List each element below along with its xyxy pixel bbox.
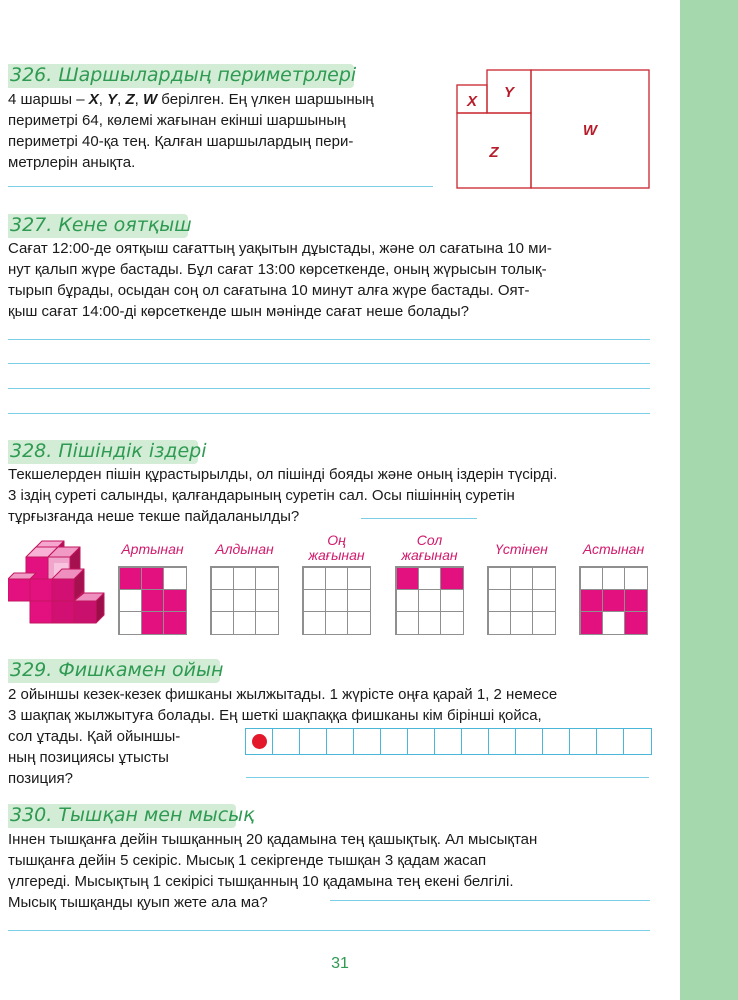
view-grid — [210, 566, 279, 635]
grid-cell-empty — [396, 611, 419, 634]
track-cell — [354, 729, 381, 754]
square-y-label: Y — [503, 84, 515, 101]
problem-330-answer-line-1 — [330, 900, 650, 901]
grid-cell-empty — [347, 611, 370, 634]
grid-cell-filled — [163, 589, 186, 612]
track-cell — [624, 729, 651, 754]
grid-cell-empty — [510, 611, 533, 634]
track-cell — [516, 729, 543, 754]
grid-cell-filled — [580, 611, 603, 634]
problem-330-line: Іннен тышқанға дейін тышқанның 20 қадамына тең қашықтық. Ал мысықтан — [8, 831, 538, 848]
problem-326-answer-line — [8, 186, 433, 187]
view-label: Оң жағынан — [308, 532, 365, 563]
problem-329-title: 329. Фишкамен ойын — [10, 659, 224, 681]
square-letter: W — [142, 91, 158, 108]
page-number: 31 — [331, 955, 349, 972]
view-label: Алдынан — [215, 541, 274, 557]
problem-330-line: Мысық тышқанды қуып жете ала ма? — [8, 894, 268, 911]
side-margin-strip — [680, 0, 738, 1000]
problem-327-line: қыш сағат 14:00-ді көрсеткенде шын мәнінде сағат неше болады? — [8, 303, 469, 320]
grid-cell-empty — [303, 611, 326, 634]
grid-cell-filled — [624, 611, 647, 634]
square-letter: Z — [125, 91, 135, 108]
grid-cell-filled — [440, 567, 463, 590]
view-label: Үстінен — [495, 541, 548, 557]
grid-cell-filled — [119, 567, 142, 590]
problem-330-line: үлгереді. Мысықтың 1 секірісі тышқанның 10 қадамына тең екені белгілі. — [8, 873, 514, 890]
problem-327-answer-line-1 — [8, 339, 650, 340]
grid-cell-empty — [418, 611, 441, 634]
grid-cell-empty — [347, 589, 370, 612]
problem-328-line: 3 іздің суреті салынды, қалғандарының суретін сал. Осы пішіннің суретін — [8, 487, 515, 504]
grid-cell-empty — [347, 567, 370, 590]
grid-cell-empty — [488, 589, 511, 612]
track-cell — [597, 729, 624, 754]
grid-cell-empty — [211, 567, 234, 590]
view-label: Артынан — [121, 541, 184, 557]
problem-326-text — [8, 89, 438, 173]
square-x-label: X — [466, 93, 478, 110]
grid-cell-filled — [580, 589, 603, 612]
track-cell — [381, 729, 408, 754]
grid-cell-empty — [325, 611, 348, 634]
grid-cell-filled — [141, 589, 164, 612]
grid-cell-empty — [510, 567, 533, 590]
problem-327-title: 327. Кене оятқыш — [10, 214, 192, 236]
problem-327-answer-line-4 — [8, 413, 650, 414]
problem-327-line: нут қалып жүре бастады. Бұл сағат 13:00 көрсеткенде, оның жүрысын толық- — [8, 261, 547, 278]
grid-cell-empty — [440, 589, 463, 612]
grid-cell-empty — [255, 611, 278, 634]
square-w-label: W — [582, 122, 598, 139]
grid-cell-empty — [488, 611, 511, 634]
problem-328-text — [8, 464, 668, 527]
problem-329-line: 2 ойыншы кезек-кезек фишканы жылжытады. 1 жүрісте оңға қарай 1, 2 немесе — [8, 686, 558, 703]
grid-cell-filled — [141, 567, 164, 590]
grid-cell-empty — [624, 567, 647, 590]
track-cell — [246, 729, 273, 754]
problem-329-line: 3 шақпақ жылжытуға болады. Ең шеткі шақпаққа фишканы кім бірінші қойса, — [8, 707, 542, 724]
track-cell — [273, 729, 300, 754]
track-cell — [462, 729, 489, 754]
grid-cell-empty — [303, 589, 326, 612]
cube-figure — [8, 536, 108, 636]
game-track — [245, 728, 652, 755]
grid-cell-empty — [440, 611, 463, 634]
problem-328-title: 328. Пішіндік іздері — [10, 440, 207, 462]
grid-cell-filled — [624, 589, 647, 612]
grid-cell-empty — [233, 567, 256, 590]
problem-328-line: тұрғызғанда неше текше пайдаланылды? — [8, 508, 300, 525]
grid-cell-filled — [163, 611, 186, 634]
view-grid — [395, 566, 464, 635]
view-label: Сол жағынан — [401, 532, 458, 563]
grid-cell-empty — [510, 589, 533, 612]
grid-cell-empty — [325, 589, 348, 612]
problem-329-line: позиция? — [8, 770, 73, 787]
view-grid — [579, 566, 648, 635]
track-cell — [327, 729, 354, 754]
grid-cell-empty — [303, 567, 326, 590]
grid-cell-empty — [580, 567, 603, 590]
problem-326-line: периметрі 40-қа тең. Қалған шаршылардың пери- — [8, 133, 354, 150]
view-grid — [487, 566, 556, 635]
square-letter: X — [88, 91, 99, 108]
problem-327-line: Сағат 12:00-де оятқыш сағаттың уақытын дұыстады, және ол сағатына 10 ми- — [8, 240, 552, 257]
problem-326-title: 326. Шаршылардың периметрлері — [10, 64, 357, 86]
grid-cell-empty — [255, 567, 278, 590]
grid-cell-empty — [325, 567, 348, 590]
grid-cell-filled — [602, 589, 625, 612]
grid-cell-empty — [532, 567, 555, 590]
grid-cell-empty — [396, 589, 419, 612]
track-cell — [435, 729, 462, 754]
grid-cell-empty — [418, 567, 441, 590]
grid-cell-empty — [418, 589, 441, 612]
square-letter: Y — [107, 91, 118, 108]
grid-cell-filled — [396, 567, 419, 590]
grid-cell-empty — [233, 611, 256, 634]
grid-cell-empty — [602, 611, 625, 634]
grid-cell-filled — [141, 611, 164, 634]
grid-cell-empty — [119, 589, 142, 612]
problem-326-line: периметрі 64, көлемі жағынан екінші шаршының — [8, 112, 346, 129]
grid-cell-empty — [119, 611, 142, 634]
problem-328-answer-line — [361, 518, 477, 519]
track-cell — [570, 729, 597, 754]
problem-328-line: Текшелерден пішін құрастырылды, ол пішінді бояды және оның іздерін түсірді. — [8, 466, 558, 483]
track-cell — [300, 729, 327, 754]
track-cell — [489, 729, 516, 754]
grid-cell-empty — [488, 567, 511, 590]
problem-327-line: тырып бұрады, осыдан соң ол сағатына 10 минут алға жүре бастады. Оят- — [8, 282, 530, 299]
grid-cell-empty — [532, 611, 555, 634]
grid-cell-empty — [233, 589, 256, 612]
problem-327-text — [8, 238, 668, 322]
squares-diagram — [455, 69, 651, 191]
problem-329-line: сол ұтады. Қай ойыншы- — [8, 728, 181, 745]
problem-329-answer-line — [246, 777, 649, 778]
problem-327-answer-line-3 — [8, 388, 650, 389]
grid-cell-empty — [163, 567, 186, 590]
grid-cell-empty — [211, 611, 234, 634]
grid-cell-empty — [602, 567, 625, 590]
view-grid — [302, 566, 371, 635]
problem-330-line: тышқанға дейін 5 секіріс. Мысық 1 секіргенде тышқан 3 қадам жасап — [8, 852, 487, 869]
grid-cell-empty — [532, 589, 555, 612]
problem-326-line: метрлерін анықта. — [8, 154, 136, 171]
problem-330-answer-line-2 — [8, 930, 650, 931]
problem-330-title: 330. Тышқан мен мысық — [10, 804, 255, 826]
track-cell — [408, 729, 435, 754]
square-z-label: Z — [489, 144, 499, 161]
problem-329-line: ның позициясы ұтысты — [8, 749, 169, 766]
grid-cell-empty — [211, 589, 234, 612]
problem-326-line: 4 шаршы – X, Y, Z, W берілген. Ең үлкен шаршының — [8, 91, 374, 108]
track-cell — [543, 729, 570, 754]
grid-cell-empty — [255, 589, 278, 612]
problem-327-answer-line-2 — [8, 363, 650, 364]
view-label: Астынан — [582, 541, 645, 557]
chip-icon — [252, 734, 267, 749]
view-grid — [118, 566, 187, 635]
